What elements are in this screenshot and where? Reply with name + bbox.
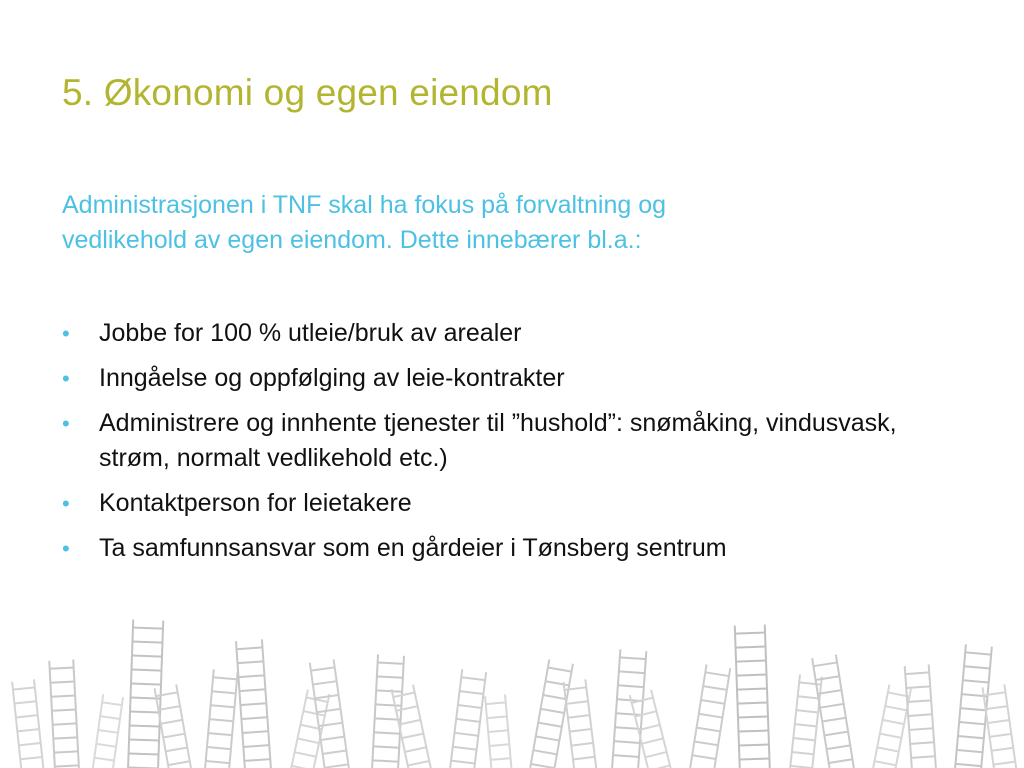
bullet-icon: • <box>62 411 70 436</box>
ladder-shape <box>485 694 512 768</box>
ladder-shape <box>12 679 44 768</box>
ladder-shape <box>690 664 730 768</box>
ladder-shape <box>872 685 911 768</box>
ladder-shape <box>92 694 123 768</box>
bullet-text: Jobbe for 100 % utleie/bruk av arealer <box>99 319 522 347</box>
bullet-item <box>62 316 962 351</box>
bullet-item <box>62 531 962 566</box>
ladder-shape <box>372 654 404 768</box>
ladder-shape <box>955 644 992 768</box>
bullet-icon: • <box>62 536 70 561</box>
ladder-shape <box>735 625 770 768</box>
intro-line-1: Administrasjonen i TNF skal ha fokus på forvaltning og <box>62 191 667 219</box>
bullet-item <box>62 486 962 521</box>
bullet-text: Kontaktperson for leietakere <box>99 489 412 517</box>
ladder-shape <box>128 620 163 768</box>
ladder-shape <box>205 669 238 768</box>
bullet-text: Administrere og innhente tjenester til ”hushold”: snømåking, vindusvask, strøm, normalt vedlikehold etc.) <box>99 409 897 472</box>
ladder-shape <box>450 669 486 768</box>
bullet-icon: • <box>62 321 70 346</box>
bullet-text: Ta samfunnsansvar som en gårdeier i Tønsberg sentrum <box>99 534 727 562</box>
ladder-shape <box>392 685 432 768</box>
bullet-item <box>62 361 962 396</box>
ladder-shape <box>612 649 646 768</box>
ladder-shape <box>905 664 936 768</box>
intro-text <box>62 188 942 258</box>
bullet-icon: • <box>62 491 70 516</box>
ladder-shape <box>236 639 271 768</box>
intro-line-2: vedlikehold av egen eiendom. Dette innebærer bl.a.: <box>62 226 642 254</box>
slide-title: 5. Økonomi og egen eiendom <box>62 72 553 113</box>
ladders-illustration <box>0 600 1024 768</box>
bullet-list <box>62 316 962 576</box>
ladder-shape <box>49 660 79 768</box>
bullet-text: Inngåelse og oppfølging av leie-kontrakter <box>99 364 565 392</box>
bullet-icon: • <box>62 366 70 391</box>
bullet-item <box>62 406 962 476</box>
